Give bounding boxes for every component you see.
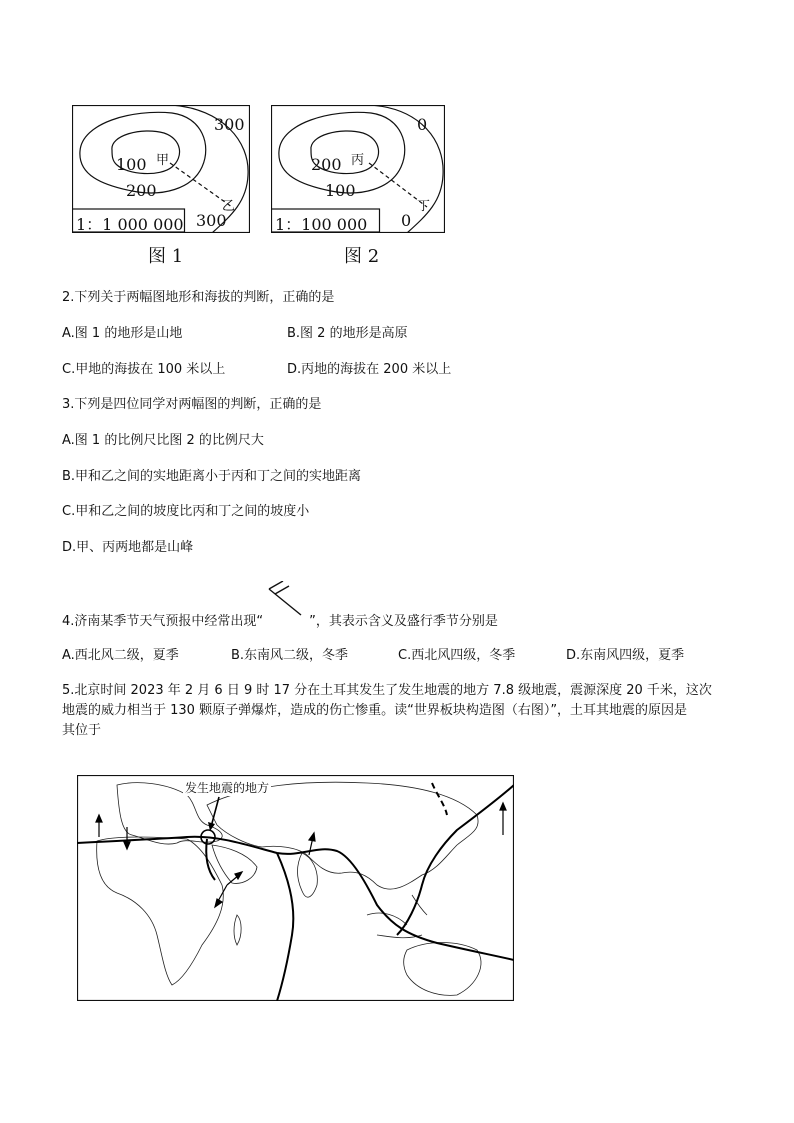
contour-label-200: 200 <box>126 181 157 200</box>
question-2-option-b[interactable]: B.图 2 的地形是高原 <box>287 326 408 341</box>
question-3-stem: 3.下列是四位同学对两幅图的判断，正确的是 <box>62 397 322 412</box>
wind-symbol <box>263 609 309 625</box>
scale-label: 1：1 000 000 <box>76 215 184 234</box>
map-annotation-earthquake: 发生地震的地方 <box>185 781 270 795</box>
contour-label-100: 100 <box>116 155 147 174</box>
question-5-line-3: 其位于 <box>62 723 102 738</box>
contour-label-100: 100 <box>325 181 356 200</box>
point-label-jia: 甲 <box>156 153 170 168</box>
question-5-line-2: 地震的威力相当于 130 颗原子弹爆炸，造成的伤亡惨重。读“世界板块构造图（右图）”，土耳其地震的原因是 <box>62 703 688 718</box>
question-3-option-a[interactable]: A.图 1 的比例尺比图 2 的比例尺大 <box>62 433 264 448</box>
question-4-stem-after: ”，其表示含义及盛行季节分别是 <box>309 614 498 629</box>
point-label-bing: 丙 <box>351 153 365 168</box>
question-2-option-d[interactable]: D.丙地的海拔在 200 米以上 <box>287 362 452 377</box>
point-label-yi: 乙 <box>222 199 236 214</box>
world-plate-map <box>77 775 514 1001</box>
figure-1 <box>72 105 250 233</box>
question-4-option-a[interactable]: A.西北风二级，夏季 <box>62 648 179 663</box>
figure-1-caption: 图 1 <box>148 246 184 267</box>
question-5-stem <box>62 681 722 741</box>
question-4-option-c[interactable]: C.西北风四级，冬季 <box>398 648 516 663</box>
contour-label-300-bottom: 300 <box>196 211 227 230</box>
plate-map-svg <box>77 775 514 1001</box>
contour-label-0-top: 0 <box>417 115 428 134</box>
figure-2-caption: 图 2 <box>344 246 380 267</box>
contour-label-0-bottom: 0 <box>401 211 412 230</box>
question-4-stem-before: 4.济南某季节天气预报中经常出现“ <box>62 614 264 629</box>
question-4-option-b[interactable]: B.东南风二级，冬季 <box>231 648 349 663</box>
question-2-option-a[interactable]: A.图 1 的地形是山地 <box>62 326 183 341</box>
figure-2 <box>271 105 445 233</box>
question-4-stem <box>62 609 498 630</box>
scale-label: 1：100 000 <box>275 215 368 234</box>
question-3-option-d[interactable]: D.甲、丙两地都是山峰 <box>62 540 194 555</box>
question-3-option-c[interactable]: C.甲和乙之间的坡度比丙和丁之间的坡度小 <box>62 504 310 519</box>
point-label-ding: 丁 <box>417 199 431 214</box>
question-3-option-b[interactable]: B.甲和乙之间的实地距离小于丙和丁之间的实地距离 <box>62 469 362 484</box>
question-2-option-c[interactable]: C.甲地的海拔在 100 米以上 <box>62 362 226 377</box>
contour-label-200: 200 <box>311 155 342 174</box>
question-4-option-d[interactable]: D.东南风四级，夏季 <box>566 648 685 663</box>
question-2-stem: 2.下列关于两幅图地形和海拔的判断，正确的是 <box>62 290 335 305</box>
contour-label-300-top: 300 <box>214 115 245 134</box>
question-5-line-1: 5.北京时间 2023 年 2 月 6 日 9 时 17 分在土耳其发生了发生地震的地方 7.8 级地震，震源深度 20 千米，这次 <box>62 683 712 698</box>
wind-barb-icon <box>265 581 305 621</box>
